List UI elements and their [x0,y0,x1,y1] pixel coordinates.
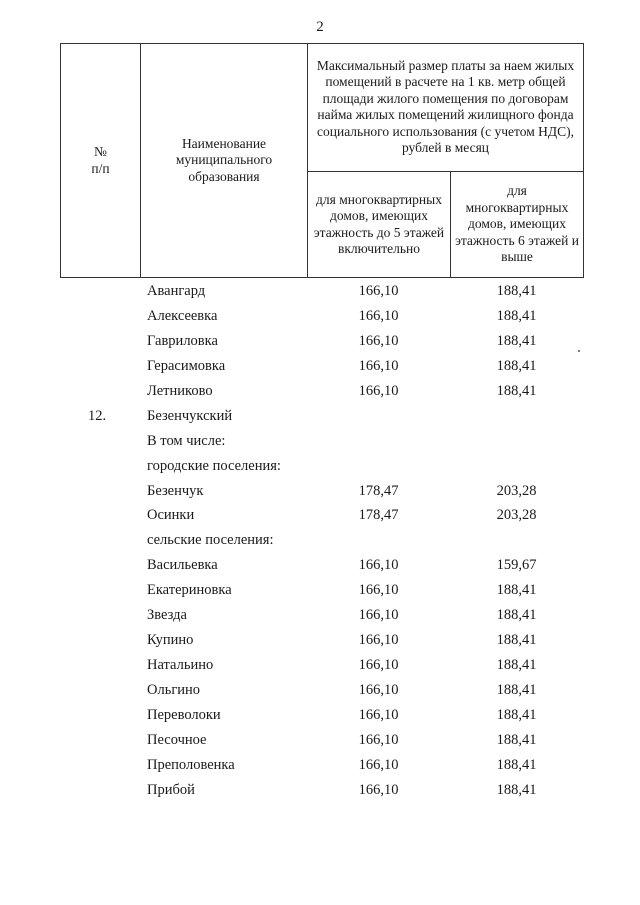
row-value-up-to-5: 178,47 [358,482,399,499]
row-name: сельские поселения: [147,532,274,549]
row-value-6-plus: 188,41 [496,781,537,798]
row-name: Безенчук [147,482,204,499]
row-value-6-plus: 188,41 [496,607,537,624]
row-name: Екатериновка [147,582,232,599]
row-name: Прибой [147,781,195,798]
row-value-6-plus: 188,41 [496,332,537,349]
table-row [60,331,583,356]
table-body [60,281,583,805]
table-row [60,481,583,506]
row-value-6-plus: 188,41 [496,682,537,698]
row-name: Гавриловка [147,332,218,349]
row-name: Безенчукский [147,407,233,424]
table-row [60,680,583,705]
row-value-up-to-5: 166,10 [358,557,399,574]
row-value-up-to-5: 178,47 [358,507,399,524]
row-value-up-to-5: 166,10 [358,756,399,773]
table-row [60,306,583,331]
row-value-up-to-5: 166,10 [358,682,399,698]
row-number: 12. [88,407,107,424]
table-row [60,555,583,580]
row-value-up-to-5: 166,10 [358,283,399,299]
row-name: В том числе: [147,432,226,449]
row-name: Преполовенка [147,756,235,773]
header-num: № п/п [61,44,141,278]
header-sub-6-plus: для многоквартирных домов, имеющих этажность 6 этажей и выше [451,172,584,278]
row-name: Васильевка [147,557,218,574]
row-name: Звезда [147,607,187,624]
row-value-up-to-5: 166,10 [358,781,399,798]
row-value-6-plus: 203,28 [496,482,537,499]
row-value-up-to-5: 166,10 [358,332,399,349]
table-row [60,281,583,306]
row-value-6-plus: 203,28 [496,507,537,524]
row-name: Ольгино [147,682,201,698]
row-value-up-to-5: 166,10 [358,607,399,624]
row-value-6-plus: 188,41 [496,307,537,324]
row-value-6-plus: 188,41 [496,756,537,773]
row-value-up-to-5: 166,10 [358,582,399,599]
table-row [60,755,583,780]
table-row [60,431,583,456]
table-header [60,43,584,278]
table-row [60,730,583,755]
row-name: Переволоки [147,706,221,723]
table-row [60,780,583,805]
row-value-6-plus: 188,41 [496,731,537,748]
row-value-up-to-5: 166,10 [358,731,399,748]
row-value-6-plus: 188,41 [496,382,537,399]
row-value-up-to-5: 166,10 [358,382,399,399]
table-row [60,655,583,680]
table-row [60,505,583,530]
header-max-fee: Максимальный размер платы за наем жилых помещений в расчете на 1 кв. метр общей площади жилого помещения по договорам найма жилых помещений жилищного фонда социального использования (с учетом НДС), рублей в месяц [308,44,584,172]
row-name: Летниково [147,382,213,399]
row-value-6-plus: 159,67 [496,557,537,574]
table-row [60,705,583,730]
row-name: Песочное [147,731,207,748]
row-name: Герасимовка [147,357,226,374]
table-row [60,530,583,555]
row-value-6-plus: 188,41 [496,657,537,674]
row-value-up-to-5: 166,10 [358,307,399,324]
scan-artifact [578,350,580,352]
row-value-up-to-5: 166,10 [358,632,399,649]
row-value-up-to-5: 166,10 [358,357,399,374]
table-row [60,580,583,605]
table-row [60,406,583,431]
row-name: Осинки [147,507,195,524]
row-value-6-plus: 188,41 [496,632,537,649]
table-row [60,381,583,406]
row-name: Алексеевка [147,307,218,324]
row-value-6-plus: 188,41 [496,357,537,374]
table-row [60,456,583,481]
table-row [60,605,583,630]
row-value-up-to-5: 166,10 [358,706,399,723]
row-name: Натальино [147,657,214,674]
row-value-6-plus: 188,41 [496,706,537,723]
row-name: Купино [147,632,194,649]
row-value-up-to-5: 166,10 [358,657,399,674]
page-number: 2 [316,19,324,35]
header-sub-up-to-5: для многоквартирных домов, имеющих этажность до 5 этажей включительно [308,172,451,278]
table-row [60,356,583,381]
header-name: Наименование муниципального образования [141,44,308,278]
table-row [60,630,583,655]
row-value-6-plus: 188,41 [496,582,537,599]
row-name: городские поселения: [147,457,281,474]
row-value-6-plus: 188,41 [496,283,537,299]
row-name: Авангард [147,283,206,299]
